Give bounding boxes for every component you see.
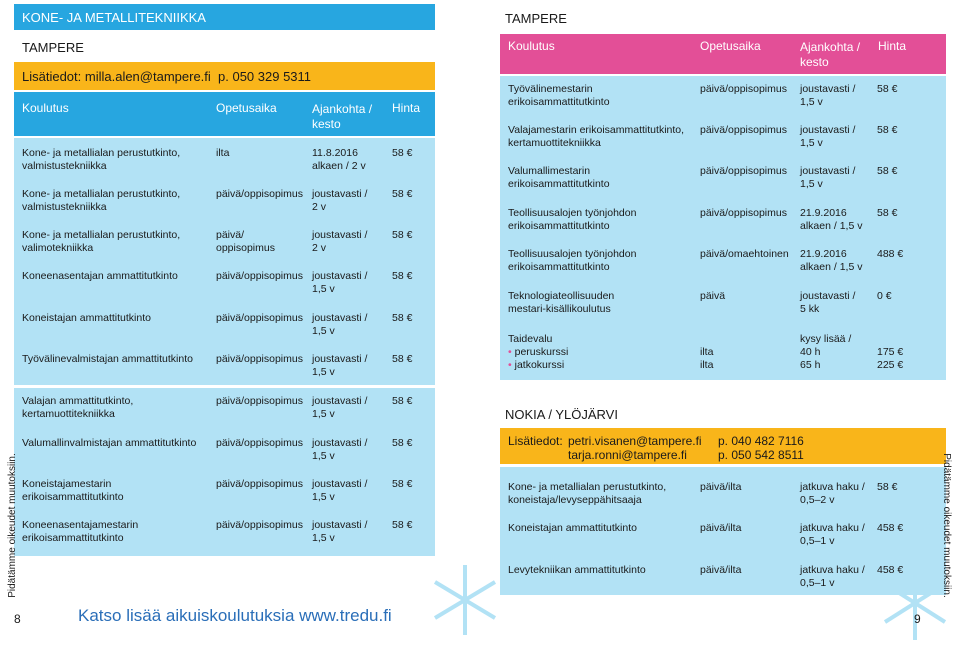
price: 488 € [877,248,904,260]
category-title-bar [14,4,435,30]
schedule: joustavasti / 1,5 v [800,165,856,190]
schedule: joustavasti / 1,5 v [312,519,368,544]
course-name: Valajan ammattitutkinto, kertamuottitekniikka [22,395,134,420]
study-time: päivä/oppisopimus [700,165,787,177]
course-name: Valumallinvalmistajan ammattitutkinto [22,437,197,449]
course-name: Kone- ja metallialan perustutkinto, koneistaja/levyseppähitsaaja [508,481,667,506]
study-time: päivä/ilta [700,481,742,493]
city-heading-right: TAMPERE [505,11,567,26]
study-time: päivä/oppisopimus [216,353,303,365]
schedule: joustavasti / 1,5 v [312,478,368,503]
left-header-course: Koulutus [22,101,69,115]
course-name: Koneistajan ammattitutkinto [22,312,151,324]
study-time: päivä/oppisopimus [700,83,787,95]
schedule: jatkuva haku / 0,5–1 v [800,564,865,589]
course-name: Koneenasentajan ammattitutkinto [22,270,178,282]
price: 58 € [392,188,413,200]
price: 0 € [877,290,892,302]
left-header-time: Opetusaika [216,101,277,115]
course-name: Kone- ja metallialan perustutkinto, valimotekniikka [22,229,181,254]
side-note-right: Pidätämme oikeudet muutoksiin. [940,453,952,598]
price: 58 € [392,353,413,365]
course-name: Työvälinevalmistajan ammattitutkinto [22,353,193,365]
study-time: päivä [700,290,726,302]
schedule: joustavasti / 1,5 v [312,312,368,337]
contact-info: Lisätiedot: milla.alen@tampere.fi p. 050 329 5311 [22,69,312,84]
taidevalu-time-1: ilta [700,346,714,358]
study-time: päivä/ilta [700,522,742,534]
contact2-label: Lisätiedot: [508,434,563,448]
left-header-schedule: Ajankohta / kesto [312,102,373,131]
study-time: päivä/oppisopimus [216,437,303,449]
schedule: joustavasti / 1,5 v [800,124,856,149]
taidevalu-item-2: • jatkokurssi [508,359,565,371]
schedule: joustavasti / 1,5 v [312,353,368,378]
course-name: Työvälinemestarin erikoisammattitutkinto [508,83,610,108]
course-name: Kone- ja metallialan perustutkinto, valmistustekniikka [22,188,181,213]
right-header-course: Koulutus [508,39,555,53]
left-header-price: Hinta [392,101,421,115]
course-name: Koneistajamestarin erikoisammattitutkinto [22,478,124,503]
right-header-time: Opetusaika [700,39,761,53]
course-name: Valajamestarin erikoisammattitutkinto, kertamuottitekniikka [508,124,685,149]
city-heading-left: TAMPERE [22,40,84,55]
city-heading-right-2: NOKIA / YLÖJÄRVI [505,407,618,422]
contact2-email-2[interactable]: tarja.ronni@tampere.fi [568,448,687,462]
schedule: joustavasti / 5 kk [800,290,856,315]
schedule: joustavasti / 1,5 v [800,83,856,108]
study-time: päivä/ oppisopimus [216,229,275,254]
price: 458 € [877,522,904,534]
study-time: ilta [216,147,230,159]
schedule: joustavasti / 1,5 v [312,395,368,420]
schedule: joustavasti / 1,5 v [312,437,368,462]
study-time: päivä/ilta [700,564,742,576]
course-name: Teollisuusalojen työnjohdon erikoisammattitutkinto [508,248,637,273]
course-name: Levytekniikan ammattitutkinto [508,564,646,576]
price: 458 € [877,564,904,576]
course-name: Koneenasentajamestarin erikoisammattitutkinto [22,519,139,544]
course-name: Teollisuusalojen työnjohdon erikoisammattitutkinto [508,207,637,232]
price: 58 € [877,481,898,493]
price: 58 € [392,147,413,159]
category-title: KONE- JA METALLITEKNIIKKA [22,10,206,25]
price: 58 € [392,270,413,282]
study-time: päivä/oppisopimus [700,124,787,136]
study-time: päivä/oppisopimus [216,478,303,490]
taidevalu-schedule: kysy lisää / 40 h 65 h [800,333,852,371]
course-name: Valumallimestarin erikoisammattitutkinto [508,165,610,190]
study-time: päivä/oppisopimus [216,188,303,200]
contact2-phone-2: p. 050 542 8511 [718,448,804,462]
left-table-body [14,138,435,385]
course-name: Kone- ja metallialan perustutkinto, valmistustekniikka [22,147,181,172]
schedule: jatkuva haku / 0,5–2 v [800,481,865,506]
schedule: 11.8.2016 alkaen / 2 v [312,147,366,172]
taidevalu-title: Taidevalu [508,333,553,345]
schedule: 21.9.2016 alkaen / 1,5 v [800,248,863,273]
price: 58 € [392,229,413,241]
schedule: joustavasti / 2 v [312,229,368,254]
study-time: päivä/oppisopimus [216,395,303,407]
right-header-schedule: Ajankohta / kesto [800,40,861,69]
right-header-price: Hinta [878,39,907,53]
study-time: päivä/oppisopimus [216,519,303,531]
price: 58 € [877,165,898,177]
schedule: joustavasti / 2 v [312,188,368,213]
study-time: päivä/omaehtoinen [700,248,789,260]
contact2-phone-1: p. 040 482 7116 [718,434,804,448]
footer-link[interactable]: Katso lisää aikuiskoulutuksia www.tredu.fi [78,606,392,625]
taidevalu-time-2: ilta [700,359,714,371]
schedule: 21.9.2016 alkaen / 1,5 v [800,207,863,232]
study-time: päivä/oppisopimus [216,270,303,282]
taidevalu-item-1: • peruskurssi [508,346,569,358]
price: 58 € [877,83,898,95]
schedule: joustavasti / 1,5 v [312,270,368,295]
price: 58 € [877,207,898,219]
page-number-right: 9 [914,612,921,626]
contact2-email-1[interactable]: petri.visanen@tampere.fi [568,434,702,448]
course-name: Koneistajan ammattitutkinto [508,522,637,534]
side-note-left: Pidätämme oikeudet muutoksiin. [6,453,18,598]
price: 58 € [392,478,413,490]
price: 58 € [392,312,413,324]
taidevalu-prices: 175 € 225 € [877,346,904,371]
study-time: päivä/oppisopimus [216,312,303,324]
price: 58 € [877,124,898,136]
course-name: Teknologiateollisuuden mestari-kisällikoulutus [508,290,615,315]
price: 58 € [392,437,413,449]
page-number-left: 8 [14,612,21,626]
contact-info-bar [14,62,435,90]
study-time: päivä/oppisopimus [700,207,787,219]
price: 58 € [392,519,413,531]
price: 58 € [392,395,413,407]
schedule: jatkuva haku / 0,5–1 v [800,522,865,547]
snowflake-icon [430,560,500,640]
